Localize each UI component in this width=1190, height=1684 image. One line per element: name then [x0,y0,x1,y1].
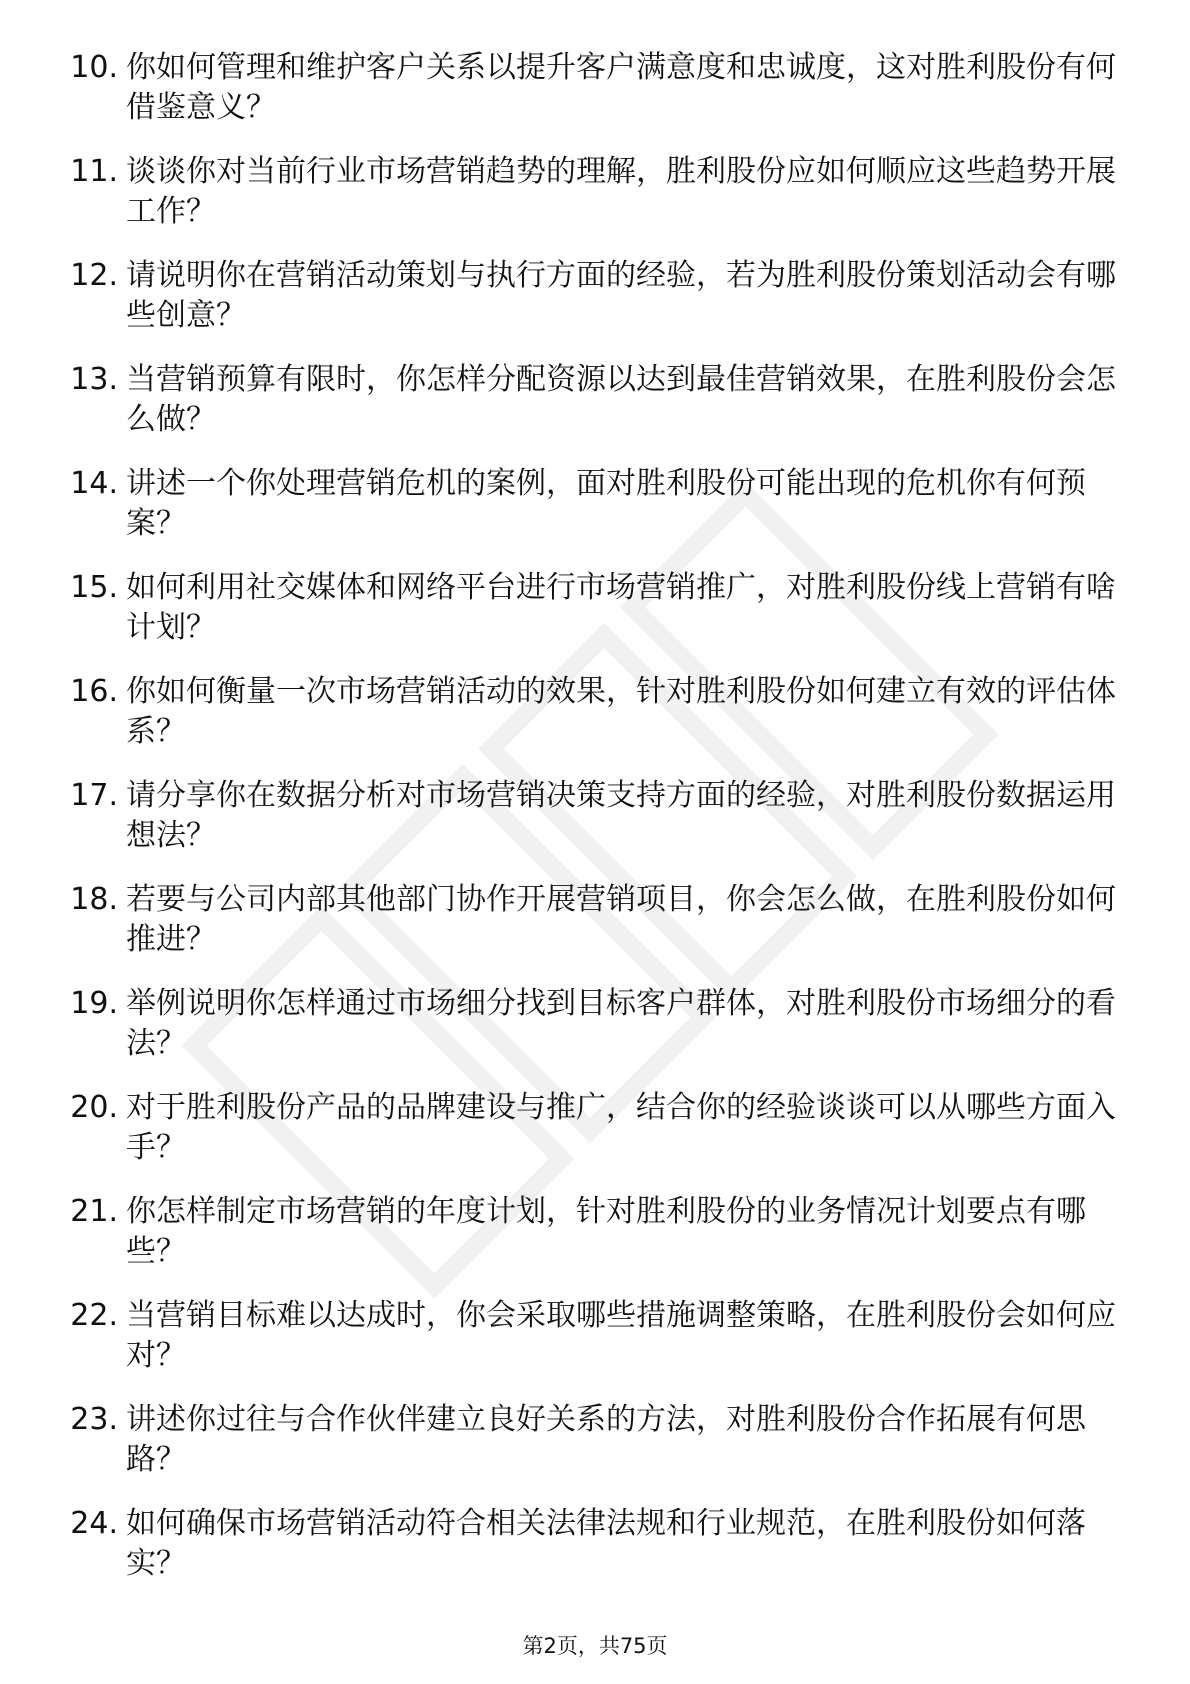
question-text: 请说明你在营销活动策划与执行方面的经验，若为胜利股份策划活动会有哪些创意？ [126,258,1116,333]
question-number: 11. [70,154,118,189]
question-number: 19. [70,986,118,1021]
question-number: 21. [70,1194,118,1229]
list-item [56,152,1116,256]
list-item [56,464,1116,568]
question-text: 讲述一个你处理营销危机的案例，面对胜利股份可能出现的危机你有何预案？ [126,466,1086,541]
question-number: 16. [70,674,118,709]
list-item [56,1296,1116,1400]
question-number: 13. [70,362,118,397]
list-item [56,1088,1116,1192]
list-item [56,1400,1116,1504]
list-item [56,1504,1116,1608]
list-item [56,256,1116,360]
question-text: 当营销预算有限时，你怎样分配资源以达到最佳营销效果，在胜利股份会怎么做？ [126,362,1116,437]
question-text: 讲述你过往与合作伙伴建立良好关系的方法，对胜利股份合作拓展有何思路？ [126,1402,1086,1477]
question-text: 谈谈你对当前行业市场营销趋势的理解，胜利股份应如何顺应这些趋势开展工作？ [126,154,1116,229]
question-text: 请分享你在数据分析对市场营销决策支持方面的经验，对胜利股份数据运用想法？ [126,778,1116,853]
question-text: 当营销目标难以达成时，你会采取哪些措施调整策略，在胜利股份会如何应对？ [126,1298,1116,1373]
page-footer: 第2页，共75页 [522,1634,668,1658]
question-list [56,48,1116,1608]
question-number: 20. [70,1090,118,1125]
question-text: 你怎样制定市场营销的年度计划，针对胜利股份的业务情况计划要点有哪些？ [126,1194,1086,1269]
list-item [56,1192,1116,1296]
list-item [56,880,1116,984]
question-number: 15. [70,570,118,605]
question-number: 24. [70,1506,118,1541]
question-text: 如何利用社交媒体和网络平台进行市场营销推广，对胜利股份线上营销有啥计划？ [126,570,1116,645]
question-number: 23. [70,1402,118,1437]
question-text: 你如何管理和维护客户关系以提升客户满意度和忠诚度，这对胜利股份有何借鉴意义？ [126,50,1116,125]
question-text: 如何确保市场营销活动符合相关法律法规和行业规范，在胜利股份如何落实？ [126,1506,1086,1581]
list-item [56,568,1116,672]
question-text: 举例说明你怎样通过市场细分找到目标客户群体，对胜利股份市场细分的看法？ [126,986,1116,1061]
question-number: 14. [70,466,118,501]
list-item [56,360,1116,464]
list-item [56,984,1116,1088]
question-number: 10. [70,50,118,85]
list-item [56,48,1116,152]
question-number: 22. [70,1298,118,1333]
question-text: 若要与公司内部其他部门协作开展营销项目，你会怎么做，在胜利股份如何推进？ [126,882,1116,957]
question-text: 对于胜利股份产品的品牌建设与推广，结合你的经验谈谈可以从哪些方面入手？ [126,1090,1116,1165]
question-number: 17. [70,778,118,813]
question-number: 12. [70,258,118,293]
list-item [56,672,1116,776]
question-text: 你如何衡量一次市场营销活动的效果，针对胜利股份如何建立有效的评估体系？ [126,674,1116,749]
question-number: 18. [70,882,118,917]
list-item [56,776,1116,880]
